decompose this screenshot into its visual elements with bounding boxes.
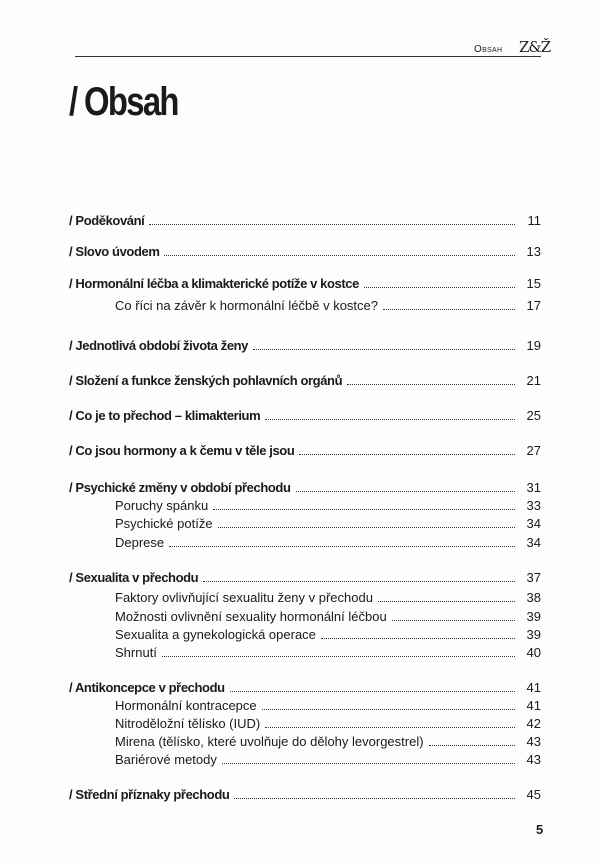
toc-entry-page: 45 xyxy=(526,787,541,802)
toc-entry-page: 34 xyxy=(526,535,541,550)
toc-entry[interactable] xyxy=(69,570,541,586)
toc-entry-label: / Poděkování xyxy=(69,213,145,228)
running-header: Obsah xyxy=(474,44,503,55)
dot-leader xyxy=(429,745,515,746)
toc-entry-label: / Co je to přechod – klimakterium xyxy=(69,408,261,423)
toc-entry[interactable] xyxy=(115,535,541,551)
toc-entry-label: Faktory ovlivňující sexualitu ženy v přechodu xyxy=(115,590,373,605)
dot-leader xyxy=(296,491,515,492)
page-title: / Obsah xyxy=(69,80,178,124)
dot-leader xyxy=(253,349,515,350)
toc-entry-page: 43 xyxy=(526,752,541,767)
publisher-logo: Z&Ž xyxy=(519,38,551,56)
toc-entry-label: Shrnutí xyxy=(115,645,157,660)
toc-entry-label: Možnosti ovlivnění sexuality hormonální léčbou xyxy=(115,609,387,624)
toc-entry[interactable] xyxy=(69,480,541,496)
toc-entry-page: 33 xyxy=(526,498,541,513)
dot-leader xyxy=(203,581,515,582)
toc-entry-label: Sexualita a gynekologická operace xyxy=(115,627,316,642)
dot-leader xyxy=(265,727,515,728)
toc-entry[interactable] xyxy=(115,498,541,514)
toc-entry[interactable] xyxy=(115,298,541,314)
toc-entry[interactable] xyxy=(69,373,541,389)
toc-entry-page: 42 xyxy=(526,716,541,731)
toc-entry[interactable] xyxy=(69,276,541,292)
toc-entry[interactable] xyxy=(115,698,541,714)
toc-entry-page: 34 xyxy=(526,516,541,531)
toc-entry-label: / Jednotlivá období života ženy xyxy=(69,338,249,353)
toc-entry-label: Psychické potíže xyxy=(115,516,213,531)
dot-leader xyxy=(265,419,515,420)
header-rule xyxy=(75,56,541,57)
toc-entry-label: Mirena (tělísko, které uvolňuje do dělohy levorgestrel) xyxy=(115,734,424,749)
toc-entry-page: 13 xyxy=(526,244,541,259)
toc-entry-page: 19 xyxy=(526,338,541,353)
dot-leader xyxy=(162,656,515,657)
toc-entry-page: 25 xyxy=(526,408,541,423)
toc-entry[interactable] xyxy=(69,787,541,803)
dot-leader xyxy=(169,546,515,547)
toc-entry-label: Deprese xyxy=(115,535,165,550)
toc-entry-label: Hormonální kontracepce xyxy=(115,698,257,713)
toc-entry-label: Bariérové metody xyxy=(115,752,217,767)
dot-leader xyxy=(299,454,515,455)
toc-entry[interactable] xyxy=(115,752,541,768)
toc-entry-label: / Antikoncepce v přechodu xyxy=(69,680,225,695)
toc-entry-label: Nitroděložní tělísko (IUD) xyxy=(115,716,261,731)
toc-entry[interactable] xyxy=(69,680,541,696)
toc-entry-page: 39 xyxy=(526,609,541,624)
toc-entry-label: / Slovo úvodem xyxy=(69,244,160,259)
dot-leader xyxy=(234,798,515,799)
toc-entry[interactable] xyxy=(115,716,541,732)
toc-entry[interactable] xyxy=(69,244,541,260)
dot-leader xyxy=(222,763,515,764)
toc-entry-label: / Hormonální léčba a klimakterické potíže v kostce xyxy=(69,276,359,291)
toc-entry-page: 41 xyxy=(526,680,541,695)
toc-entry[interactable] xyxy=(115,609,541,625)
toc-entry-page: 40 xyxy=(526,645,541,660)
toc-entry-page: 39 xyxy=(526,627,541,642)
dot-leader xyxy=(364,287,515,288)
toc-entry[interactable] xyxy=(69,443,541,459)
toc-entry-page: 31 xyxy=(526,480,541,495)
toc-entry-page: 21 xyxy=(526,373,541,388)
dot-leader xyxy=(149,224,515,225)
dot-leader xyxy=(213,509,515,510)
dot-leader xyxy=(392,620,515,621)
toc-entry-label: / Sexualita v přechodu xyxy=(69,570,199,585)
dot-leader xyxy=(230,691,515,692)
toc-entry-page: 38 xyxy=(526,590,541,605)
toc-entry[interactable] xyxy=(115,516,541,532)
toc-entry-label: Co říci na závěr k hormonální léčbě v kostce? xyxy=(115,298,379,313)
toc-entry-label: Poruchy spánku xyxy=(115,498,209,513)
toc-entry-page: 37 xyxy=(526,570,541,585)
toc-entry-label: / Složení a funkce ženských pohlavních orgánů xyxy=(69,373,343,388)
dot-leader xyxy=(164,255,515,256)
dot-leader xyxy=(378,601,515,602)
toc-entry[interactable] xyxy=(115,645,541,661)
dot-leader xyxy=(347,384,515,385)
toc-entry-page: 11 xyxy=(527,213,541,228)
toc-entry-page: 27 xyxy=(526,443,541,458)
toc-entry-label: / Psychické změny v období přechodu xyxy=(69,480,291,495)
toc-entry[interactable] xyxy=(115,590,541,606)
toc-entry-page: 43 xyxy=(526,734,541,749)
toc-entry[interactable] xyxy=(115,734,541,750)
toc-entry[interactable] xyxy=(69,338,541,354)
dot-leader xyxy=(383,309,515,310)
dot-leader xyxy=(321,638,515,639)
toc-entry-page: 41 xyxy=(526,698,541,713)
toc-entry-page: 17 xyxy=(526,298,541,313)
toc-entry[interactable] xyxy=(69,213,541,229)
toc-entry-label: / Co jsou hormony a k čemu v těle jsou xyxy=(69,443,295,458)
toc-entry[interactable] xyxy=(69,408,541,424)
dot-leader xyxy=(218,527,515,528)
toc-entry-label: / Střední příznaky přechodu xyxy=(69,787,230,802)
dot-leader xyxy=(262,709,515,710)
toc-entry[interactable] xyxy=(115,627,541,643)
toc-entry-page: 15 xyxy=(526,276,541,291)
page-number: 5 xyxy=(536,822,544,837)
